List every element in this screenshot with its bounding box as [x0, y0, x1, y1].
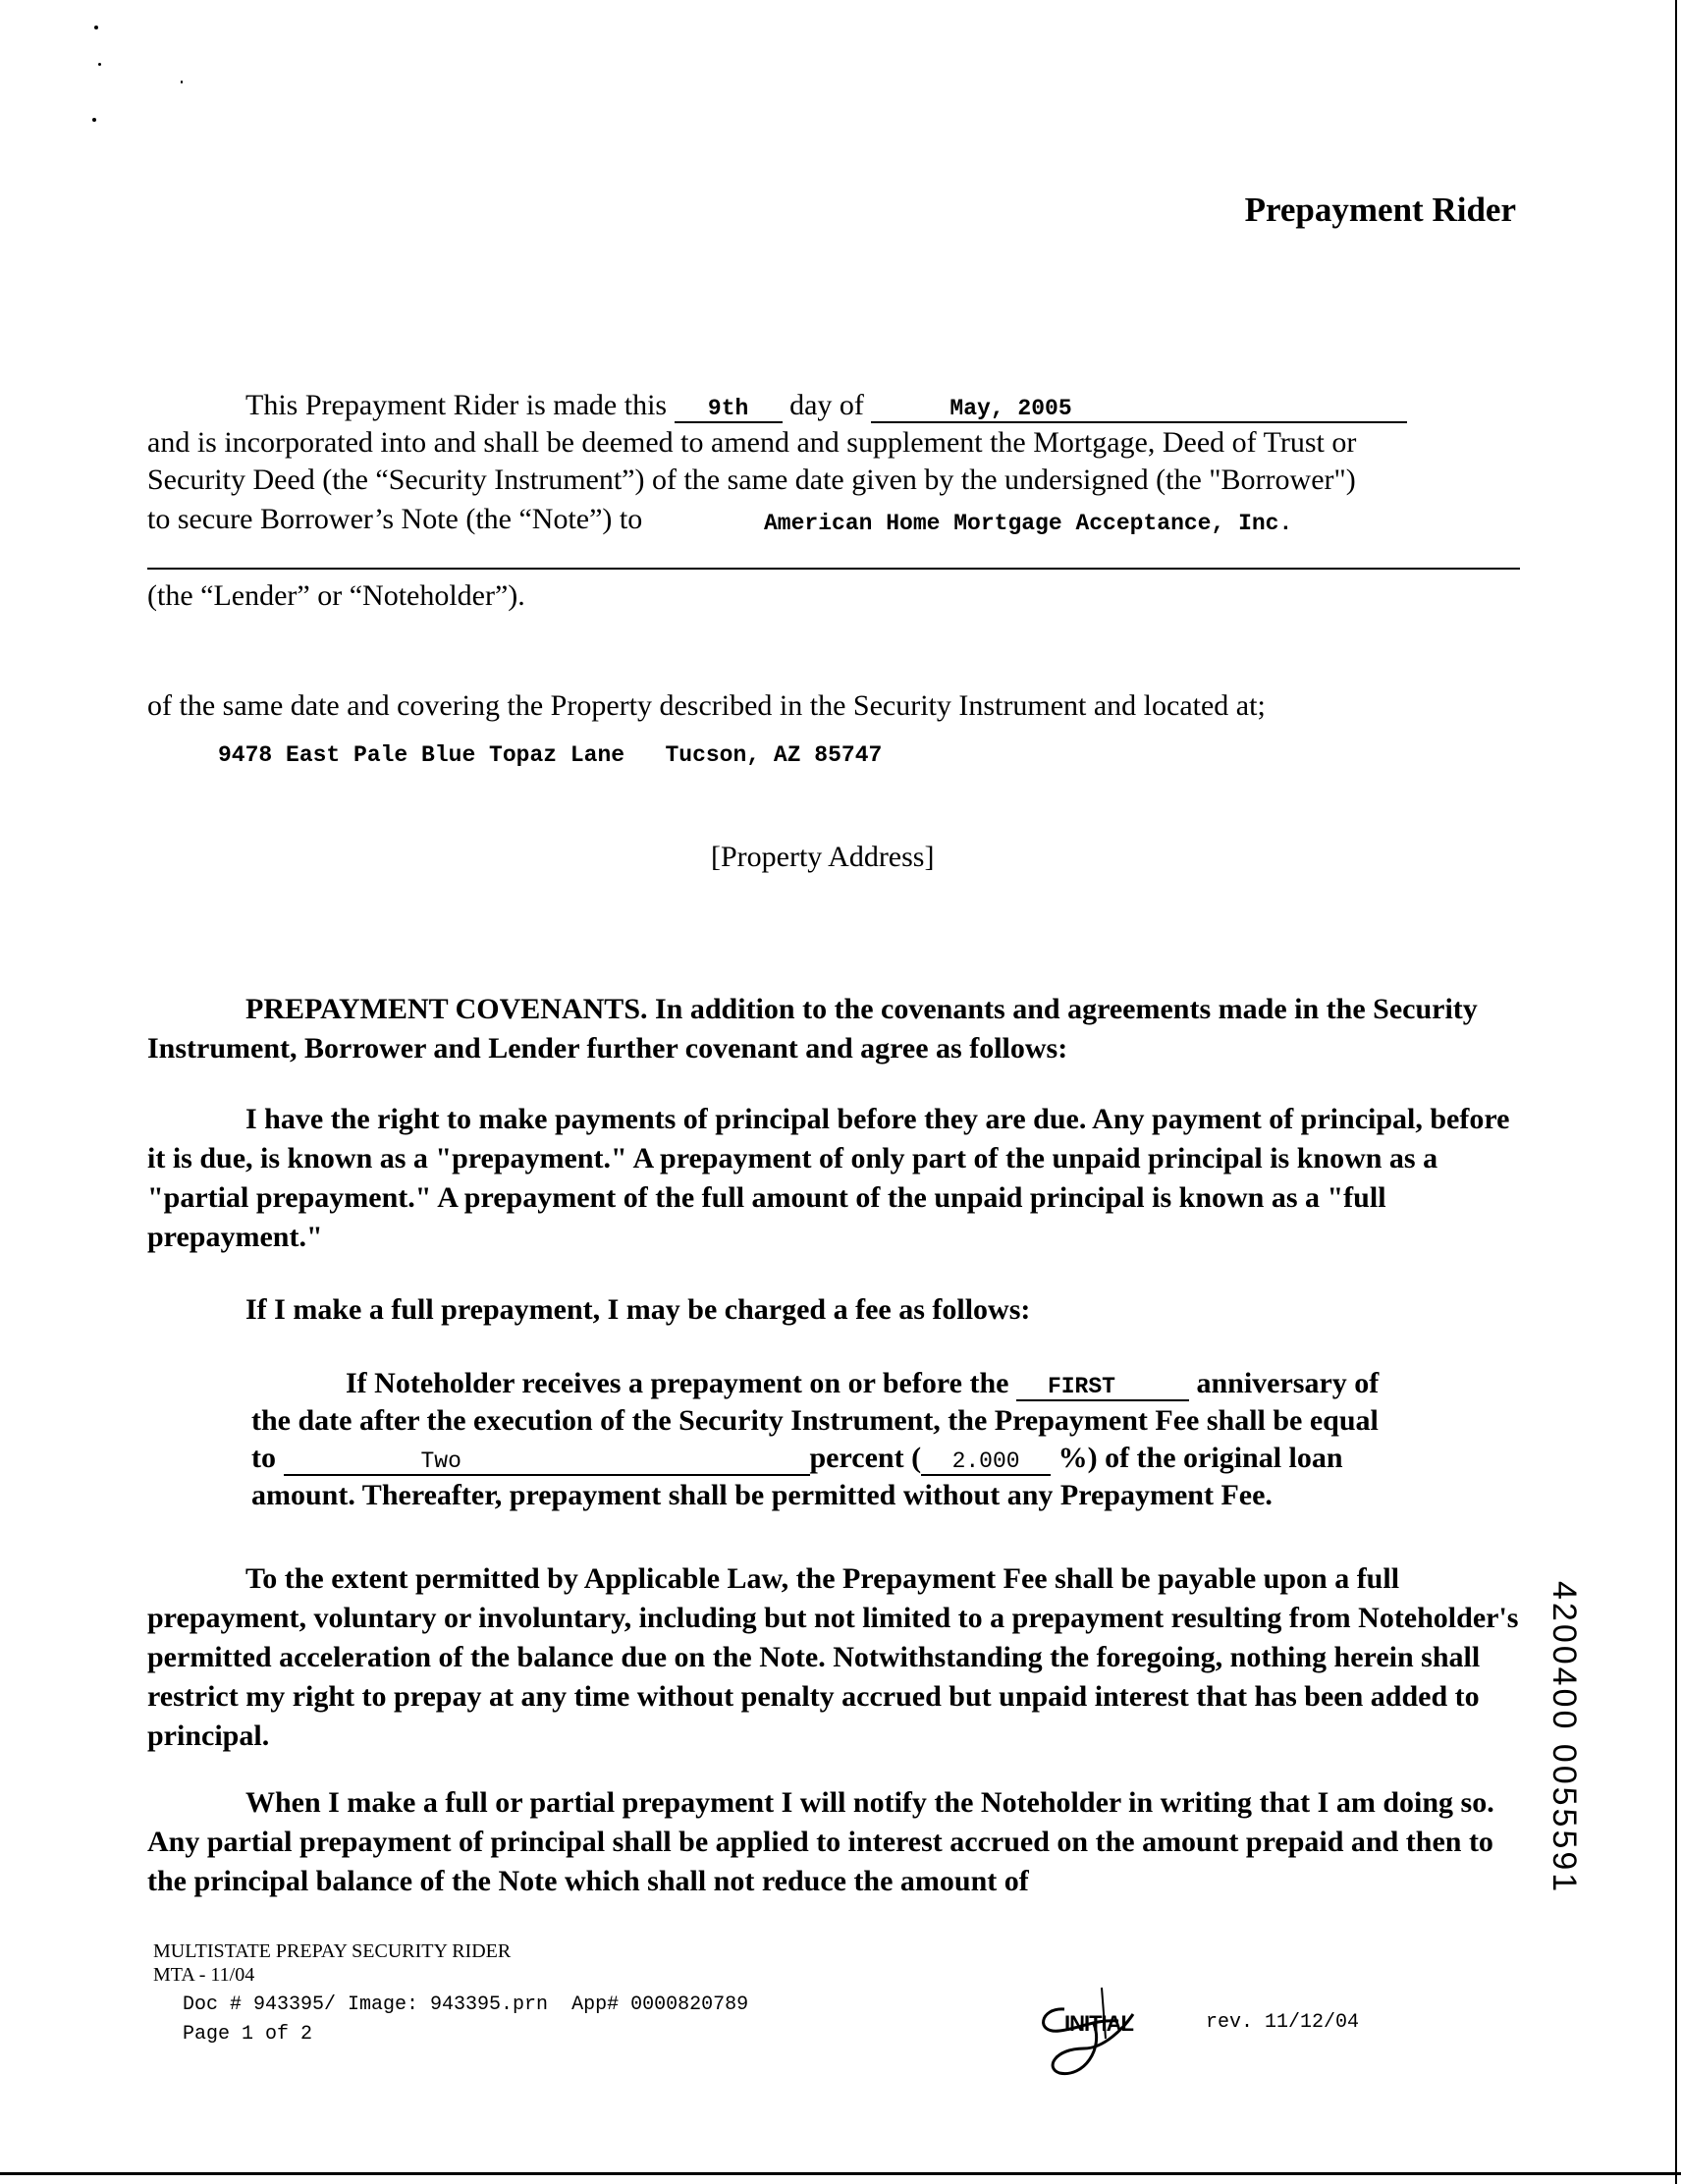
form-name: MULTISTATE PREPAY SECURITY RIDER: [153, 1940, 512, 1962]
scan-edge-bottom: [0, 2172, 1681, 2175]
fee-intro-paragraph: [147, 1290, 1527, 1330]
lender-underline: [147, 568, 1520, 570]
side-stamp: [1545, 1581, 1583, 1894]
fee-clause-line-1: [346, 1367, 1379, 1401]
anniversary-field: FIRST: [1016, 1374, 1189, 1401]
paragraph-text: I have the right to make payments of principal before they are due. Any payment of principal, before it is due, is known as a "prepayment." A prepayment of only part of the unpaid principal is known as a "partial prepayment." A prepayment of the full amount of the unpaid principal is known as a "full prepayment.": [147, 1103, 1510, 1253]
scan-speck: [94, 26, 98, 29]
scan-speck: [181, 81, 183, 83]
intro-line-1: [245, 389, 1407, 423]
side-stamp-text: 4200400 0055591: [1545, 1581, 1583, 1895]
percent-value-field: 2.000: [921, 1448, 1051, 1476]
fee-clause-line-4: amount. Thereafter, prepayment shall be permitted without any Prepayment Fee.: [251, 1479, 1273, 1511]
covenants-heading: PREPAYMENT COVENANTS.: [245, 993, 648, 1025]
covenants-text: In addition to the covenants and agreements made in the Security Instrument, Borrower and Lender further covenant and agree as follows:: [147, 993, 1478, 1065]
fee-clause-line-2: the date after the execution of the Security Instrument, the Prepayment Fee shall be equal: [251, 1404, 1379, 1437]
scan-speck: [92, 118, 96, 122]
form-code: MTA - 11/04: [153, 1964, 255, 1986]
revision-date: rev. 11/12/04: [1206, 2011, 1360, 2034]
right-to-prepay-paragraph: [147, 1100, 1527, 1257]
month-year-field: May, 2005: [871, 396, 1407, 423]
fee-text: anniversary of: [1196, 1367, 1380, 1399]
borrower-initials: [1025, 1980, 1172, 2093]
intro-text: This Prepayment Rider is made this: [245, 389, 668, 421]
initials-label: INITIAL: [1064, 2011, 1133, 2036]
scan-edge-right: [1675, 0, 1677, 2184]
paragraph-text: To the extent permitted by Applicable Law, the Prepayment Fee shall be payable upon a full prepayment, voluntary or involuntary, including but not limited to a prepayment resulting from Noteholder's permitted acceleration of the balance due on the Note. Notwithstanding the foregoing, nothing herein shall restrict my right to prepay at any time without penalty accrued but unpaid interest that has been added to principal.: [147, 1562, 1519, 1752]
intro-line-4: to secure Borrower’s Note (the “Note”) to: [147, 503, 643, 535]
paragraph-text: If I make a full prepayment, I may be charged a fee as follows:: [245, 1293, 1031, 1326]
day-field: 9th: [675, 396, 783, 423]
lender-noteholder-label: (the “Lender” or “Noteholder”).: [147, 579, 525, 612]
covenants-heading-paragraph: [147, 990, 1527, 1068]
fee-text: If Noteholder receives a prepayment on or before the: [346, 1367, 1009, 1399]
intro-text: day of: [789, 389, 864, 421]
document-title: Prepayment Rider: [1244, 191, 1516, 229]
notify-paragraph: [147, 1783, 1522, 1901]
fee-clause-line-3: [251, 1442, 1343, 1476]
paragraph-text: When I make a full or partial prepayment I will notify the Noteholder in writing that I am doing so. Any partial prepayment of principal shall be applied to interest accrued on the amount prepaid and then to the principal balance of the Note which shall not reduce the amount of: [147, 1786, 1494, 1897]
scan-speck: [98, 63, 101, 66]
lender-name-field: American Home Mortgage Acceptance, Inc.: [764, 511, 1293, 536]
fee-text: to: [251, 1442, 276, 1474]
page-number: Page 1 of 2: [183, 2023, 313, 2046]
property-lead: of the same date and covering the Property described in the Security Instrument and located at;: [147, 689, 1266, 722]
property-address-label: [Property Address]: [711, 841, 935, 873]
applicable-law-paragraph: [147, 1559, 1532, 1756]
property-address-field: 9478 East Pale Blue Topaz Lane Tucson, AZ 85747: [218, 742, 883, 768]
intro-line-2: and is incorporated into and shall be deemed to amend and supplement the Mortgage, Deed of Trust or: [147, 426, 1357, 459]
percent-words-field: Two: [284, 1448, 810, 1476]
fee-text: percent (: [809, 1442, 922, 1474]
doc-reference: Doc # 943395/ Image: 943395.prn App# 0000820789: [183, 1993, 749, 2016]
fee-text: %) of the original loan: [1057, 1442, 1343, 1474]
intro-line-3: Security Deed (the “Security Instrument”) of the same date given by the undersigned (the "Borrower"): [147, 464, 1356, 496]
